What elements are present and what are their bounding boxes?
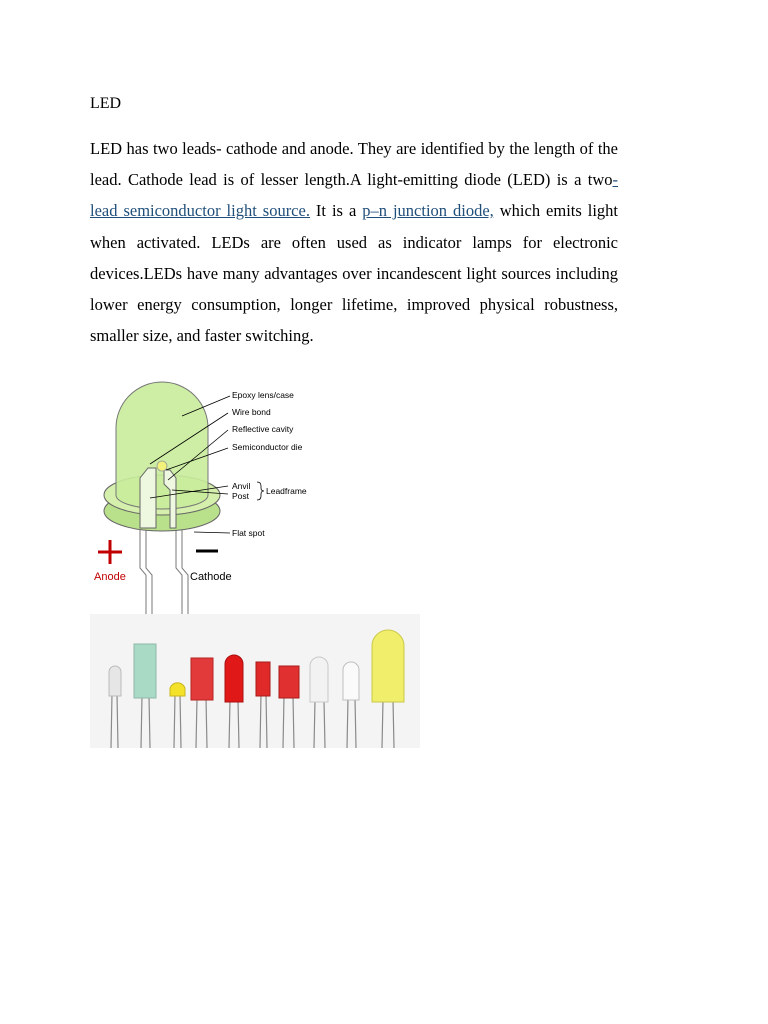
label-anvil: Anvil (232, 481, 251, 491)
label-flat-spot: Flat spot (232, 528, 265, 538)
semiconductor-die (157, 461, 167, 471)
paragraph-text-3: which emits light when activated. LEDs are often used as indicator lamps for electronic devices.LEDs have many advantages over incandescent light sources including lower energy consumption, longer lifetime, improved physical robustness, smaller size, and faster switching. (90, 201, 619, 346)
label-leadframe: Leadframe (266, 486, 307, 496)
paragraph-text-2: It is a (309, 201, 363, 221)
link-semiconductor-light-source[interactable]: -lead semiconductor light source. (90, 170, 618, 221)
label-wire-bond: Wire bond (232, 407, 271, 417)
label-epoxy-lens: Epoxy lens/case (232, 390, 294, 400)
document-heading: LED (90, 95, 122, 112)
plus-icon (98, 540, 122, 564)
label-anode: Anode (94, 571, 126, 583)
body-paragraph (90, 133, 618, 351)
led-epoxy-lens (116, 382, 208, 509)
label-cathode: Cathode (190, 571, 232, 583)
led-anatomy-diagram (90, 378, 330, 616)
label-reflective-cavity: Reflective cavity (232, 424, 294, 434)
led-assortment-photo (90, 614, 420, 748)
link-pn-junction-diode[interactable]: p–n junction diode, (362, 201, 494, 221)
label-semiconductor-die: Semiconductor die (232, 442, 303, 452)
paragraph-text-1: LED has two leads- cathode and anode. They are identified by the length of the lead. Cathode lead is of lesser length.A light-emitting diode (LED) is a two (90, 139, 618, 190)
label-post: Post (232, 491, 250, 501)
led-leads (140, 528, 188, 616)
